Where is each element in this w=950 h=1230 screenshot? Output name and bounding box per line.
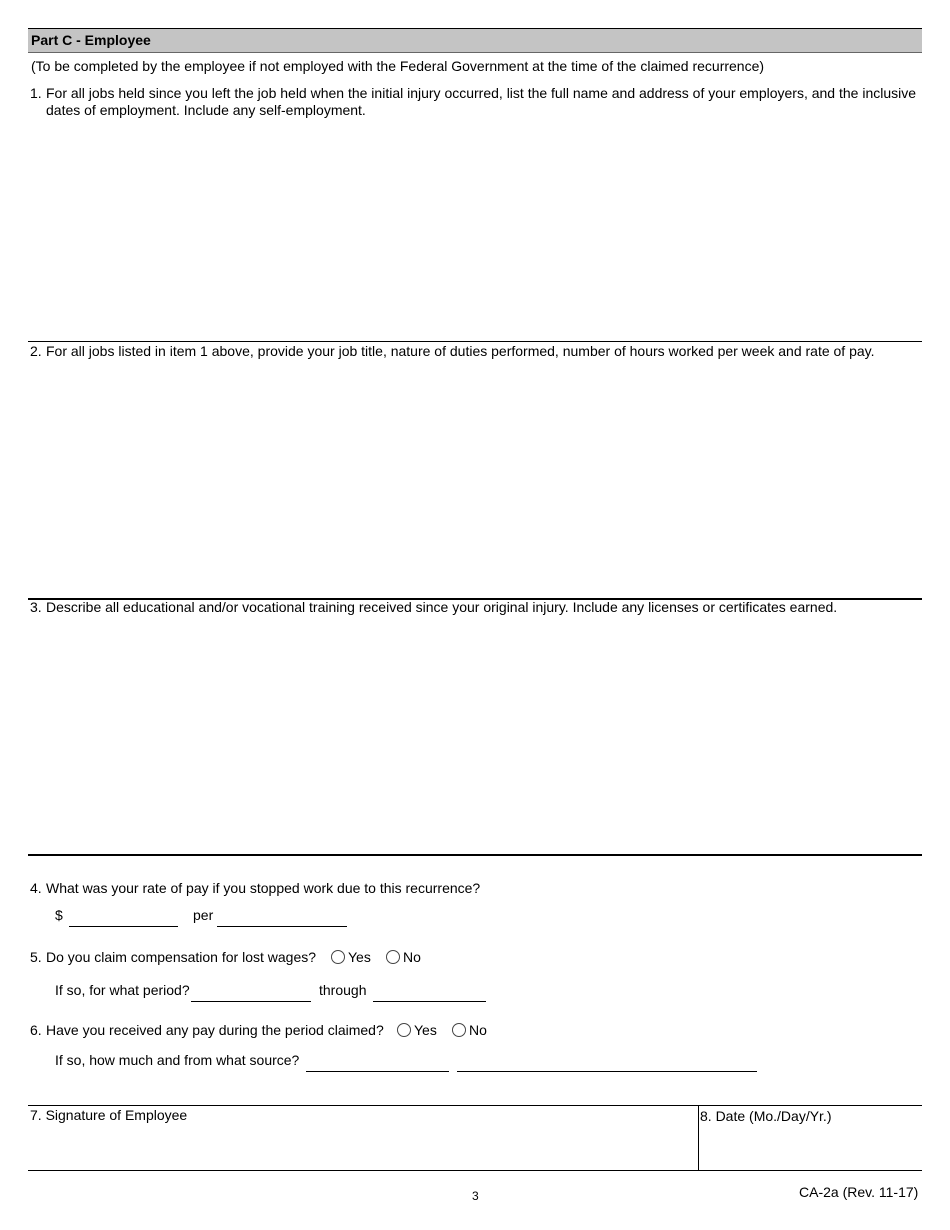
- q5-yes-label: Yes: [348, 949, 371, 965]
- q1-answer-area[interactable]: [28, 120, 922, 340]
- q2-answer-area[interactable]: [28, 362, 922, 597]
- page-number: 3: [472, 1189, 479, 1203]
- signature-field[interactable]: [28, 1125, 696, 1169]
- divider: [28, 854, 922, 856]
- q3-number: 3.: [30, 599, 42, 615]
- q6-no-radio[interactable]: [452, 1023, 466, 1037]
- q5-no-radio[interactable]: [386, 950, 400, 964]
- q4-number: 4.: [30, 880, 42, 896]
- instructions: (To be completed by the employee if not employed with the Federal Government at the time of the claimed recurrence): [31, 58, 765, 74]
- date-label: 8. Date (Mo./Day/Yr.): [700, 1108, 832, 1124]
- q6-yes-label: Yes: [414, 1022, 437, 1038]
- q5-yes-radio[interactable]: [331, 950, 345, 964]
- q2-text: For all jobs listed in item 1 above, provide your job title, nature of duties performed, number of hours worked per week and rate of pay.: [46, 343, 875, 359]
- pay-amount-field[interactable]: [69, 926, 178, 927]
- dollar-sign: $: [55, 907, 63, 923]
- pay-period-field[interactable]: [217, 926, 347, 927]
- q1-text-line1: For all jobs held since you left the job held when the initial injury occurred, list the full name and address of your employers, and the inclusive: [46, 85, 917, 101]
- q5-number: 5.: [30, 949, 42, 965]
- pay-amount-received-field[interactable]: [306, 1071, 449, 1072]
- part-c-header: [28, 28, 922, 53]
- q1-text-line2: dates of employment. Include any self-employment.: [46, 102, 366, 118]
- pay-source-field[interactable]: [457, 1071, 757, 1072]
- q6-text: Have you received any pay during the period claimed?: [46, 1022, 384, 1038]
- period-from-field[interactable]: [191, 1001, 311, 1002]
- through-label: through: [319, 982, 367, 998]
- q6-no-label: No: [469, 1022, 487, 1038]
- signature-divider: [698, 1105, 699, 1171]
- q1-number: 1.: [30, 85, 42, 101]
- q6-number: 6.: [30, 1022, 42, 1038]
- date-field[interactable]: [700, 1126, 920, 1169]
- divider: [28, 341, 922, 342]
- q5-text: Do you claim compensation for lost wages?: [46, 949, 317, 965]
- q3-answer-area[interactable]: [28, 618, 922, 853]
- q3-text: Describe all educational and/or vocational training received since your original injury. Include any licenses or certificates earned.: [46, 599, 838, 615]
- q6-followup: If so, how much and from what source?: [55, 1052, 300, 1068]
- signature-label: 7. Signature of Employee: [30, 1107, 188, 1123]
- q6-yes-radio[interactable]: [397, 1023, 411, 1037]
- section-title: Part C - Employee: [31, 32, 151, 48]
- q2-number: 2.: [30, 343, 42, 359]
- q4-text: What was your rate of pay if you stopped work due to this recurrence?: [46, 880, 481, 896]
- per-label: per: [193, 907, 214, 923]
- q5-followup: If so, for what period?: [55, 982, 190, 998]
- form-number: CA-2a (Rev. 11-17): [799, 1184, 919, 1200]
- q5-no-label: No: [403, 949, 421, 965]
- period-to-field[interactable]: [373, 1001, 486, 1002]
